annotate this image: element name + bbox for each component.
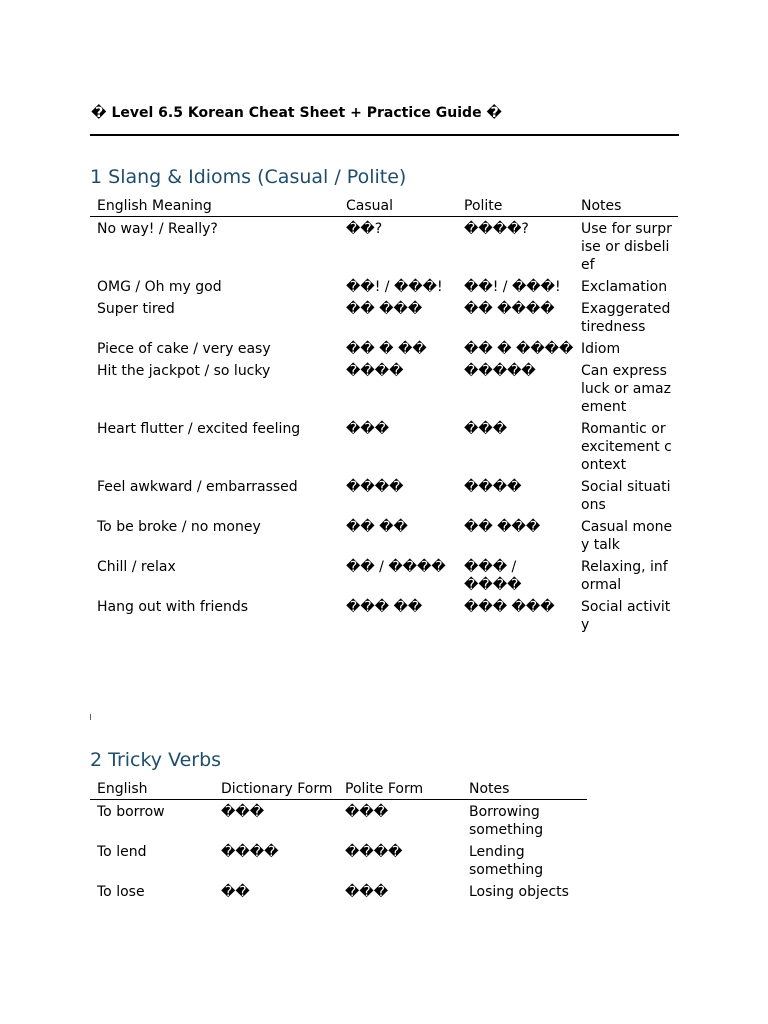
casual-cell: ��� bbox=[346, 421, 390, 437]
english-cell: Piece of cake / very easy bbox=[97, 341, 271, 357]
notes-cell: Romantic or excitement context bbox=[581, 421, 672, 473]
table-row bbox=[90, 840, 587, 880]
english-cell: To borrow bbox=[97, 804, 165, 820]
notes-cell: Social situations bbox=[581, 479, 671, 513]
english-cell: Super tired bbox=[97, 301, 175, 317]
table-row bbox=[90, 515, 678, 555]
column-header: English Meaning bbox=[97, 198, 212, 214]
polite-cell: �� ���� bbox=[464, 301, 555, 317]
polite-form-cell: ��� bbox=[345, 804, 389, 820]
column-header: Notes bbox=[581, 198, 622, 214]
english-cell: To be broke / no money bbox=[97, 519, 261, 535]
polite-cell: ��� ��� bbox=[464, 599, 555, 615]
table-row bbox=[90, 337, 678, 359]
notes-cell: Relaxing, informal bbox=[581, 559, 668, 593]
page-mark bbox=[90, 714, 91, 720]
english-cell: Chill / relax bbox=[97, 559, 176, 575]
notes-cell: Idiom bbox=[581, 341, 621, 357]
column-header: Polite Form bbox=[345, 781, 424, 797]
table-row bbox=[90, 595, 678, 635]
dictionary-form-cell: �� bbox=[221, 884, 250, 900]
polite-cell: ����� bbox=[464, 363, 536, 379]
table-row bbox=[90, 275, 678, 297]
section-heading-slang-idioms: 1 Slang & Idioms (Casual / Polite) bbox=[90, 166, 407, 188]
table-row bbox=[90, 417, 678, 475]
column-header: Dictionary Form bbox=[221, 781, 333, 797]
polite-cell: ��� / ���� bbox=[464, 559, 522, 593]
polite-cell: �� ��� bbox=[464, 519, 541, 535]
casual-cell: �� / ���� bbox=[346, 559, 446, 575]
polite-cell: ���� bbox=[464, 479, 522, 495]
casual-cell: ��? bbox=[346, 221, 383, 237]
notes-cell: Social activity bbox=[581, 599, 671, 633]
polite-form-cell: ���� bbox=[345, 844, 403, 860]
polite-cell: ����? bbox=[464, 221, 529, 237]
casual-cell: ���� bbox=[346, 363, 404, 379]
casual-cell: ��� �� bbox=[346, 599, 423, 615]
notes-cell: Losing objects bbox=[469, 884, 569, 900]
table-row bbox=[90, 217, 678, 276]
casual-cell: ��! / ���! bbox=[346, 279, 443, 295]
table-row bbox=[90, 359, 678, 417]
notes-cell: Exclamation bbox=[581, 279, 668, 295]
english-cell: Hang out with friends bbox=[97, 599, 249, 615]
english-cell: OMG / Oh my god bbox=[97, 279, 222, 295]
column-header: English bbox=[97, 781, 148, 797]
english-cell: Hit the jackpot / so lucky bbox=[97, 363, 271, 379]
table-header-row bbox=[90, 780, 587, 800]
column-header: Notes bbox=[469, 781, 510, 797]
notes-cell: Use for surprise or disbelief bbox=[581, 221, 672, 273]
english-cell: To lose bbox=[97, 884, 145, 900]
english-cell: No way! / Really? bbox=[97, 221, 218, 237]
table-row bbox=[90, 555, 678, 595]
notes-cell: Can express luck or amazement bbox=[581, 363, 671, 415]
section-heading-tricky-verbs: 2 Tricky Verbs bbox=[90, 749, 222, 771]
polite-cell: �� � ���� bbox=[464, 341, 574, 357]
table-row bbox=[90, 800, 587, 841]
casual-cell: ���� bbox=[346, 479, 404, 495]
casual-cell: �� ��� bbox=[346, 301, 423, 317]
polite-cell: ��! / ���! bbox=[464, 279, 561, 295]
tricky-verbs-table bbox=[90, 780, 587, 902]
notes-cell: Borrowing something bbox=[469, 804, 544, 838]
document-title: � Level 6.5 Korean Cheat Sheet + Practice Guide � bbox=[91, 105, 503, 121]
polite-cell: ��� bbox=[464, 421, 508, 437]
table-row bbox=[90, 475, 678, 515]
dictionary-form-cell: ��� bbox=[221, 804, 265, 820]
casual-cell: �� � �� bbox=[346, 341, 427, 357]
notes-cell: Casual money talk bbox=[581, 519, 673, 553]
notes-cell: Lending something bbox=[469, 844, 544, 878]
polite-form-cell: ��� bbox=[345, 884, 389, 900]
english-cell: Feel awkward / embarrassed bbox=[97, 479, 298, 495]
title-divider bbox=[90, 134, 679, 136]
table-row bbox=[90, 880, 587, 902]
column-header: Casual bbox=[346, 198, 393, 214]
casual-cell: �� �� bbox=[346, 519, 408, 535]
english-cell: Heart flutter / excited feeling bbox=[97, 421, 301, 437]
slang-idioms-table bbox=[90, 197, 678, 635]
dictionary-form-cell: ���� bbox=[221, 844, 279, 860]
table-header-row bbox=[90, 197, 678, 217]
table-row bbox=[90, 297, 678, 337]
column-header: Polite bbox=[464, 198, 503, 214]
english-cell: To lend bbox=[97, 844, 147, 860]
notes-cell: Exaggerated tiredness bbox=[581, 301, 671, 335]
